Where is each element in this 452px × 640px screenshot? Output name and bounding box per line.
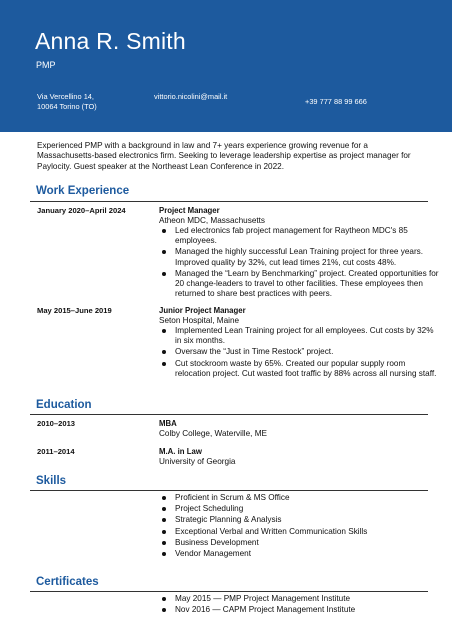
bullet-icon — [162, 496, 166, 500]
section-divider — [30, 591, 428, 592]
certificates-heading: Certificates — [36, 576, 99, 588]
bullet-icon — [162, 552, 166, 556]
job-title: Project Manager — [159, 206, 220, 215]
job-organization: Seton Hospital, Maine — [159, 316, 240, 325]
school: University of Georgia — [159, 457, 236, 466]
bullet-icon — [162, 362, 166, 366]
address-line-2: 10064 Torino (TO) — [37, 101, 97, 111]
section-divider — [30, 414, 428, 415]
bullet-icon — [162, 329, 166, 333]
education-heading: Education — [36, 399, 92, 411]
list-item: Managed the highly successful Lean Training project for three years. Improved quality by 32%, cut lead times 21%, cut costs 48%. — [159, 247, 439, 267]
list-item: Strategic Planning & Analysis — [159, 515, 439, 525]
list-item: May 2015 — PMP Project Management Institute — [159, 594, 439, 604]
section-divider — [30, 201, 428, 202]
skills-list — [159, 493, 439, 560]
job-title: Junior Project Manager — [159, 306, 246, 315]
job-dates: May 2015–June 2019 — [37, 306, 112, 315]
address-line-1: Via Vercellino 14, — [37, 92, 94, 101]
list-item: Business Development — [159, 538, 439, 548]
job-bullets — [159, 326, 439, 380]
bullet-icon — [162, 229, 166, 233]
list-item: Nov 2016 — CAPM Project Management Institute — [159, 605, 439, 615]
bullet-icon — [162, 518, 166, 522]
bullet-icon — [162, 272, 166, 276]
bullet-icon — [162, 541, 166, 545]
resume-header — [0, 0, 452, 132]
education-dates: 2011–2014 — [37, 447, 75, 456]
list-item: Proficient in Scrum & MS Office — [159, 493, 439, 503]
list-item: Implemented Lean Training project for all employees. Cut costs by 32% in six months. — [159, 326, 439, 346]
list-item: Exceptional Verbal and Written Communication Skills — [159, 527, 439, 537]
bullet-icon — [162, 250, 166, 254]
address — [37, 92, 147, 111]
certificates-list — [159, 594, 439, 616]
candidate-name: Anna R. Smith — [35, 28, 186, 54]
list-item: Project Scheduling — [159, 504, 439, 514]
section-divider — [30, 490, 428, 491]
list-item: Vendor Management — [159, 549, 439, 559]
bullet-icon — [162, 608, 166, 612]
job-dates: January 2020–April 2024 — [37, 206, 126, 215]
degree: MBA — [159, 419, 177, 428]
skills-heading: Skills — [36, 475, 67, 487]
job-organization: Atheon MDC, Massachusetts — [159, 216, 266, 225]
bullet-icon — [162, 530, 166, 534]
phone-number: +39 777 88 99 666 — [305, 97, 367, 106]
school: Colby College, Waterville, ME — [159, 429, 267, 438]
candidate-title: PMP — [36, 60, 56, 70]
list-item: Cut stockroom waste by 65%. Created our popular supply room relocation project. Cut wasted foot traffic by 88% across all nursing staff. — [159, 359, 439, 379]
bullet-icon — [162, 597, 166, 601]
job-bullets — [159, 226, 439, 300]
list-item: Managed the “Learn by Benchmarking” project. Created opportunities for 20 change-leaders to travel to other facilities. These employees then returned to share best practices with peers. — [159, 269, 439, 300]
summary-paragraph: Experienced PMP with a background in law and 7+ years experience growing revenue for a Massachusetts-based electronics firm. Seeking to leverage leadership expertise as project manager for Paylocity. Guest speaker at the Northeast Lean Conference in 2022. — [37, 141, 411, 171]
work-experience-heading: Work Experience — [36, 185, 130, 197]
degree: M.A. in Law — [159, 447, 202, 456]
education-dates: 2010–2013 — [37, 419, 76, 428]
email-link[interactable]: vittorio.nicolini@mail.it — [154, 92, 228, 101]
bullet-icon — [162, 507, 166, 511]
list-item: Led electronics fab project management for Raytheon MDC's 85 employees. — [159, 226, 439, 246]
list-item: Oversaw the “Just in Time Restock” project. — [159, 347, 439, 357]
bullet-icon — [162, 350, 166, 354]
